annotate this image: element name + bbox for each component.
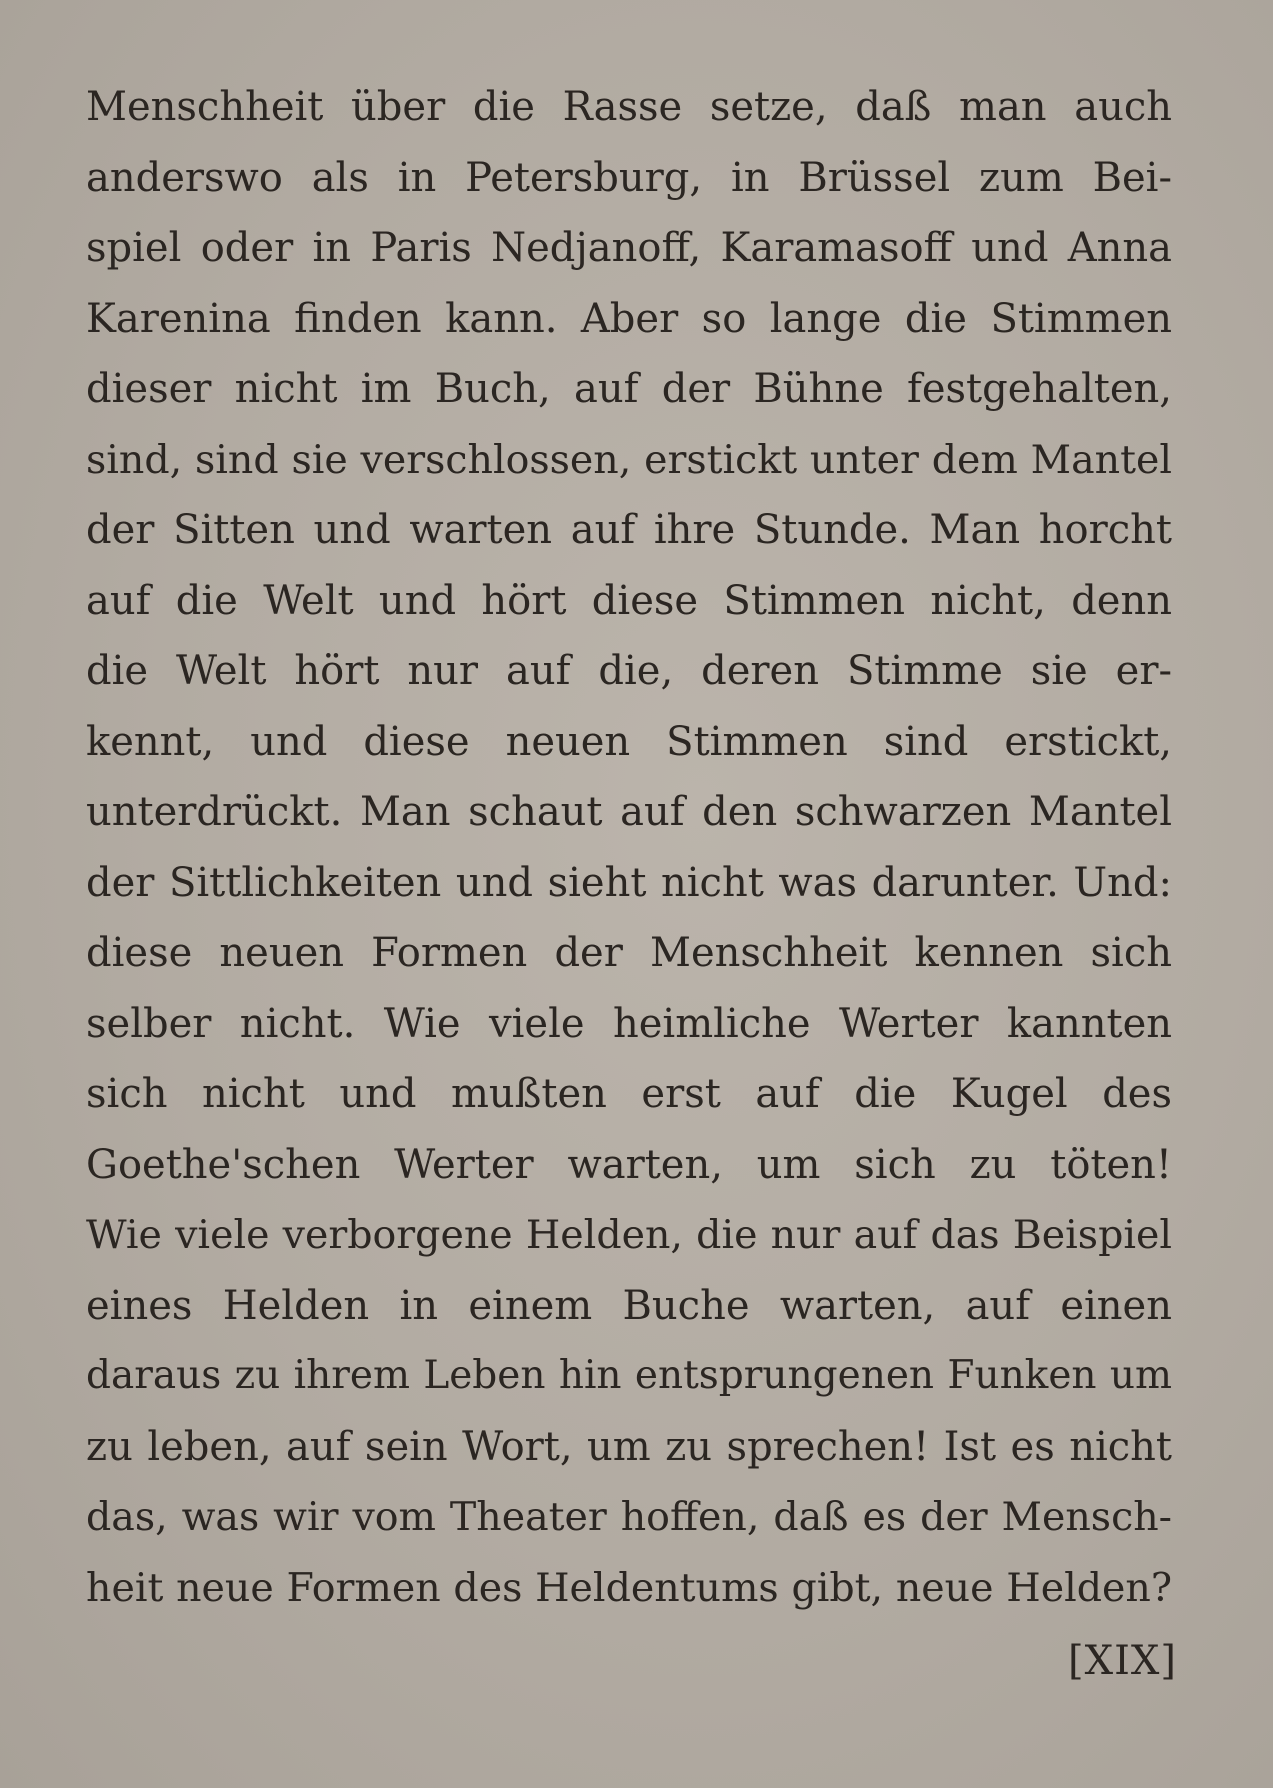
text-line: daraus zu ihrem Leben hin entsprungenen Funken um (86, 1353, 1172, 1398)
text-line: dieser nicht im Buch, auf der Bühne festgehalten, (86, 366, 1172, 412)
text-line: diese neuen Formen der Menschheit kennen sich (86, 930, 1172, 976)
text-line: die Welt hört nur auf die, deren Stimme sie er- (86, 648, 1172, 694)
body-text (86, 72, 1172, 1623)
text-line: Wie viele verborgene Helden, die nur auf das Beispiel (86, 1212, 1172, 1258)
text-line: auf die Welt und hört diese Stimmen nicht, denn (86, 577, 1172, 624)
text-line: anderswo als in Petersburg, in Brüssel zum Bei- (86, 154, 1172, 201)
text-line: der Sitten und warten auf ihre Stunde. Man horcht (86, 507, 1172, 553)
text-line: Goethe'schen Werter warten, um sich zu töten! (86, 1141, 1172, 1188)
text-line: sich nicht und mußten erst auf die Kugel des (86, 1071, 1172, 1117)
text-line: spiel oder in Paris Nedjanoff, Karamasoff und Anna (86, 225, 1172, 271)
text-line: kennt, und diese neuen Stimmen sind erstickt, (86, 718, 1172, 765)
text-line: sind, sind sie verschlossen, erstickt unter dem Mantel (86, 436, 1172, 483)
page-number: [XIX] (1068, 1638, 1177, 1684)
text-line: heit neue Formen des Heldentums gibt, neue Helden? (86, 1564, 1172, 1611)
text-line: Menschheit über die Rasse setze, daß man auch (86, 84, 1172, 130)
text-line: selber nicht. Wie viele heimliche Werter kannten (86, 1000, 1172, 1047)
text-line: der Sittlichkeiten und sieht nicht was darunter. Und: (86, 859, 1172, 906)
text-line: unterdrückt. Man schaut auf den schwarzen Mantel (86, 789, 1172, 835)
text-line: Karenina finden kann. Aber so lange die Stimmen (86, 295, 1172, 342)
text-line: eines Helden in einem Buche warten, auf einen (86, 1282, 1172, 1329)
text-line: das, was wir vom Theater hoffen, daß es der Mensch- (86, 1494, 1172, 1540)
text-line: zu leben, auf sein Wort, um zu sprechen! Ist es nicht (86, 1423, 1172, 1470)
